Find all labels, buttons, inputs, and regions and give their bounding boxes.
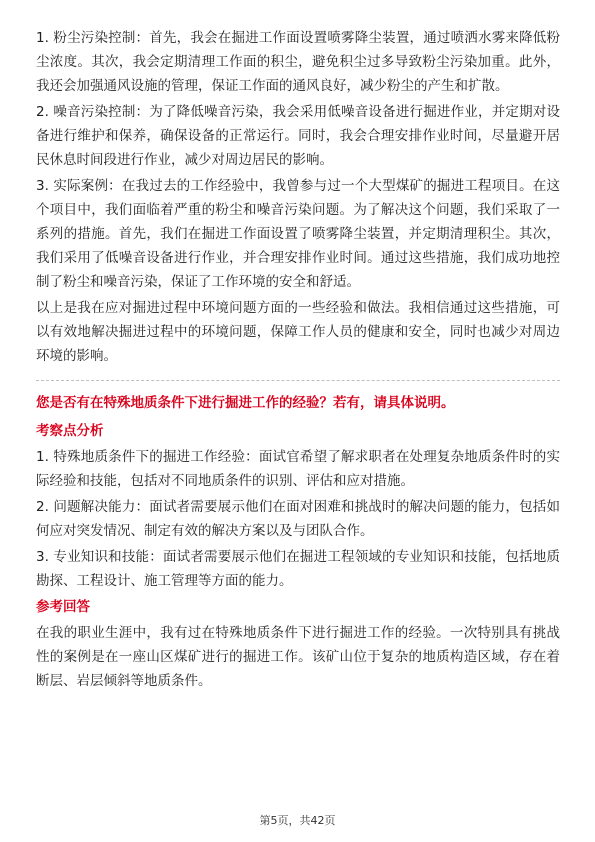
dust-control-paragraph: 1. 粉尘污染控制：首先，我会在掘进工作面设置喷雾降尘装置，通过喷洒水雾来降低粉尘浓度。其次，我会定期清理工作面的积尘，避免积尘过多导致粉尘污染加重。此外，我还会加强通风设施的管理，保证工作面的通风良好，减少粉尘的产生和扩散。 — [36, 30, 560, 94]
summary-paragraph: 以上是我在应对掘进过程中环境问题方面的一些经验和做法。我相信通过这些措施，可以有效地解决掘进过程中的环境问题，保障工作人员的健康和安全，同时也减少对周边环境的影响。 — [36, 300, 560, 364]
document-page — [36, 26, 560, 695]
answer-paragraph: 在我的职业生涯中，我有过在特殊地质条件下进行掘进工作的经验。一次特别具有挑战性的案例是在一座山区煤矿进行的掘进工作。该矿山位于复杂的地质构造区域，存在着断层、岩层倾斜等地质条件。 — [36, 625, 560, 689]
section-divider — [36, 380, 560, 381]
interview-question: 您是否有在特殊地质条件下进行掘进工作的经验？若有，请具体说明。 — [36, 395, 455, 411]
analysis-title: 考察点分析 — [36, 423, 104, 439]
analysis-item: 3. 专业知识和技能：面试者需要展示他们在掘进工程领域的专业知识和技能，包括地质勘探、工程设计、施工管理等方面的能力。 — [36, 549, 560, 589]
analysis-item: 1. 特殊地质条件下的掘进工作经验：面试官希望了解求职者在处理复杂地质条件时的实际经验和技能，包括对不同地质条件的识别、评估和应对措施。 — [36, 449, 560, 489]
page-number: 第5页，共42页 — [259, 814, 336, 827]
case-study-paragraph: 3. 实际案例：在我过去的工作经验中，我曾参与过一个大型煤矿的掘进工程项目。在这个项目中，我们面临着严重的粉尘和噪音污染问题。为了解决这个问题，我们采取了一系列的措施。首先，我们在掘进工作面设置了喷雾降尘装置，并定期清理积尘。其次，我们采用了低噪音设备进行作业，并合理安排作业时间。通过这些措施，我们成功地控制了粉尘和噪音污染，保证了工作环境的安全和舒适。 — [36, 178, 560, 290]
noise-control-paragraph: 2. 噪音污染控制：为了降低噪音污染，我会采用低噪音设备进行掘进作业，并定期对设备进行维护和保养，确保设备的正常运行。同时，我会合理安排作业时间，尽量避开居民休息时间段进行作业，减少对周边居民的影响。 — [36, 104, 560, 168]
answer-title: 参考回答 — [36, 599, 90, 615]
analysis-item: 2. 问题解决能力：面试者需要展示他们在面对困难和挑战时的解决问题的能力，包括如何应对突发情况、制定有效的解决方案以及与团队合作。 — [36, 499, 560, 539]
